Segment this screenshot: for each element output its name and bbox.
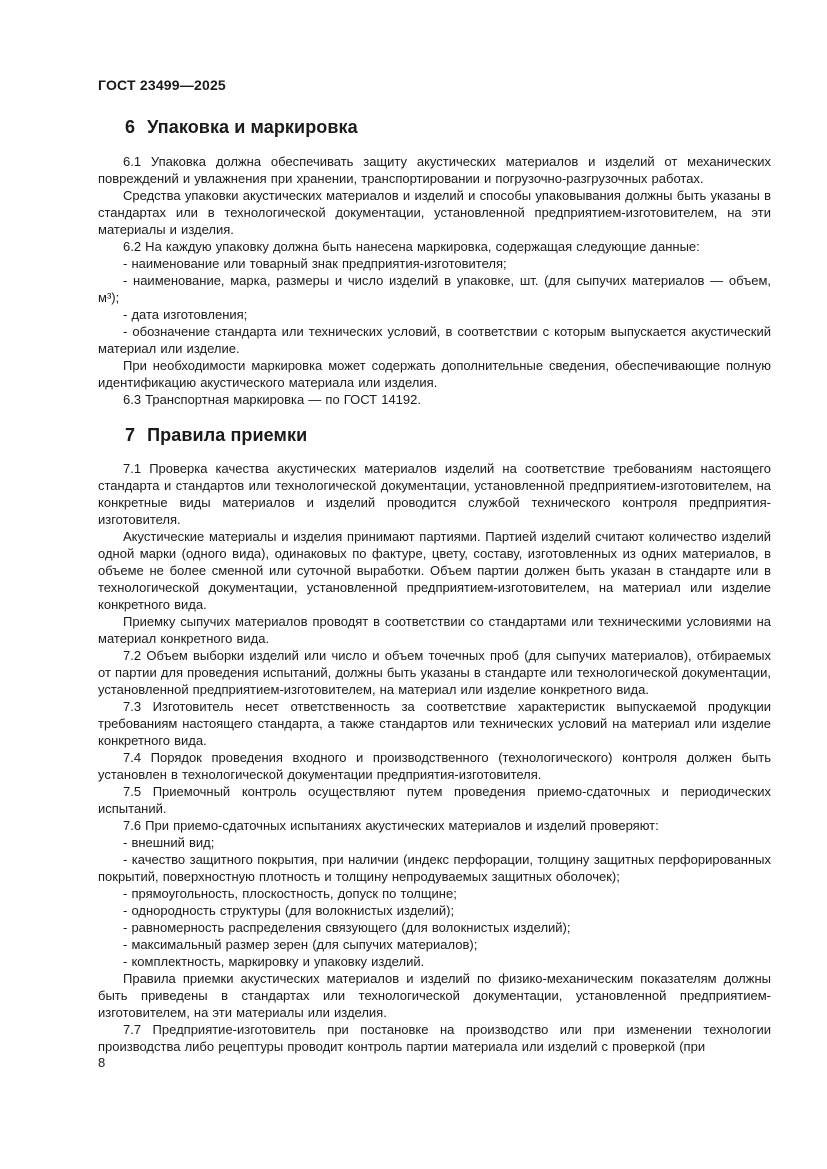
paragraph-6-1: 6.1 Упаковка должна обеспечивать защиту акустических материалов и изделий от механических повреждений и увлажнения при хранении, транспортировании и погрузочно-разгрузочных работах. <box>98 154 771 186</box>
list-item: - наименование или товарный знак предприятия-изготовителя; <box>123 256 507 271</box>
list-item: - дата изготовления; <box>123 307 248 322</box>
section-title-text: Правила приемки <box>147 425 308 445</box>
paragraph-6-3: 6.3 Транспортная маркировка — по ГОСТ 14192. <box>123 392 421 407</box>
list-item: - прямоугольность, плоскостность, допуск по толщине; <box>123 886 457 901</box>
paragraph-7-5: 7.5 Приемочный контроль осуществляют путем проведения приемо-сдаточных и периодических испытаний. <box>98 784 771 816</box>
paragraph-7-4: 7.4 Порядок проведения входного и производственного (технологического) контроля должен быть установлен в технологической документации предприятия-изготовителя. <box>98 750 771 782</box>
section-6-heading <box>125 118 771 137</box>
list-item: - равномерность распределения связующего (для волокнистых изделий); <box>123 920 571 935</box>
paragraph: Акустические материалы и изделия принимают партиями. Партией изделий считают количество изделий одной марки (одного вида), одинаковых по фактуре, цвету, составу, изготовленных из одних материалов, в объеме не более сменной или суточной выработки. Объем партии должен быть указан в стандарте или в технологической документации, установленной предприятием-изготовителем, на материал или изделие конкретного вида. <box>98 529 771 612</box>
paragraph: Приемку сыпучих материалов проводят в соответствии со стандартами или техническими условиями на материал конкретного вида. <box>98 614 771 646</box>
list-item: - обозначение стандарта или технических условий, в соответствии с которым выпускается акустический материал или изделие. <box>98 324 771 356</box>
list-item: - однородность структуры (для волокнистых изделий); <box>123 903 455 918</box>
paragraph-7-2: 7.2 Объем выборки изделий или число и объем точечных проб (для сыпучих материалов), отбираемых от партии для проведения испытаний, должны быть указаны в стандарте или технологической документации, установленной предприятием-изготовителем, на материал или изделие конкретного вида. <box>98 648 771 697</box>
paragraph-7-3: 7.3 Изготовитель несет ответственность за соответствие характеристик выпускаемой продукции требованиям настоящего стандарта, а также стандартов или технических условий на материал или изделие конкретного вида. <box>98 699 771 748</box>
paragraph-7-7: 7.7 Предприятие-изготовитель при постановке на производство или при изменении технологии производства либо рецептуры проводит контроль партии материала или изделий с проверкой (при <box>98 1022 771 1054</box>
section-packaging-marking <box>98 118 771 408</box>
page-number: 8 <box>98 1055 106 1070</box>
section-title-text: Упаковка и маркировка <box>147 117 358 137</box>
paragraph: Средства упаковки акустических материалов и изделий и способы упаковывания должны быть указаны в стандартах или в технологической документации, установленной предприятием-изготовителем, на эти материалы и изделия. <box>98 188 771 237</box>
list-item: - наименование, марка, размеры и число изделий в упаковке, шт. (для сыпучих материалов — объем, м³); <box>98 273 771 305</box>
paragraph: При необходимости маркировка может содержать дополнительные сведения, обеспечивающие полную идентификацию акустического материала или изделия. <box>98 358 771 390</box>
section-number: 6 <box>125 117 136 137</box>
list-item: - комплектность, маркировку и упаковку изделий. <box>123 954 425 969</box>
paragraph-6-2: 6.2 На каждую упаковку должна быть нанесена маркировка, содержащая следующие данные: <box>123 239 700 254</box>
list-item: - максимальный размер зерен (для сыпучих материалов); <box>123 937 478 952</box>
standard-designation-header: ГОСТ 23499—2025 <box>98 77 226 93</box>
section-number: 7 <box>125 425 136 445</box>
section-7-heading <box>125 426 771 445</box>
list-item: - качество защитного покрытия, при наличии (индекс перфорации, толщину защитных перфорированных покрытий, поверхностную плотность и толщину непродуваемых защитных оболочек); <box>98 852 771 884</box>
paragraph: Правила приемки акустических материалов и изделий по физико-механическим показателям должны быть приведены в стандартах или технологической документации, установленной предприятием-изготовителем, на эти материалы или изделия. <box>98 971 771 1020</box>
paragraph-7-1: 7.1 Проверка качества акустических материалов изделий на соответствие требованиям настоящего стандарта и стандартов или технологической документации, установленной предприятием-изготовителем, на конкретные виды материалов и изделий проводится службой технического контроля предприятия-изготовителя. <box>98 461 771 527</box>
section-acceptance-rules <box>98 426 771 1055</box>
list-item: - внешний вид; <box>123 835 215 850</box>
paragraph-7-6: 7.6 При приемо-сдаточных испытаниях акустических материалов и изделий проверяют: <box>123 818 659 833</box>
